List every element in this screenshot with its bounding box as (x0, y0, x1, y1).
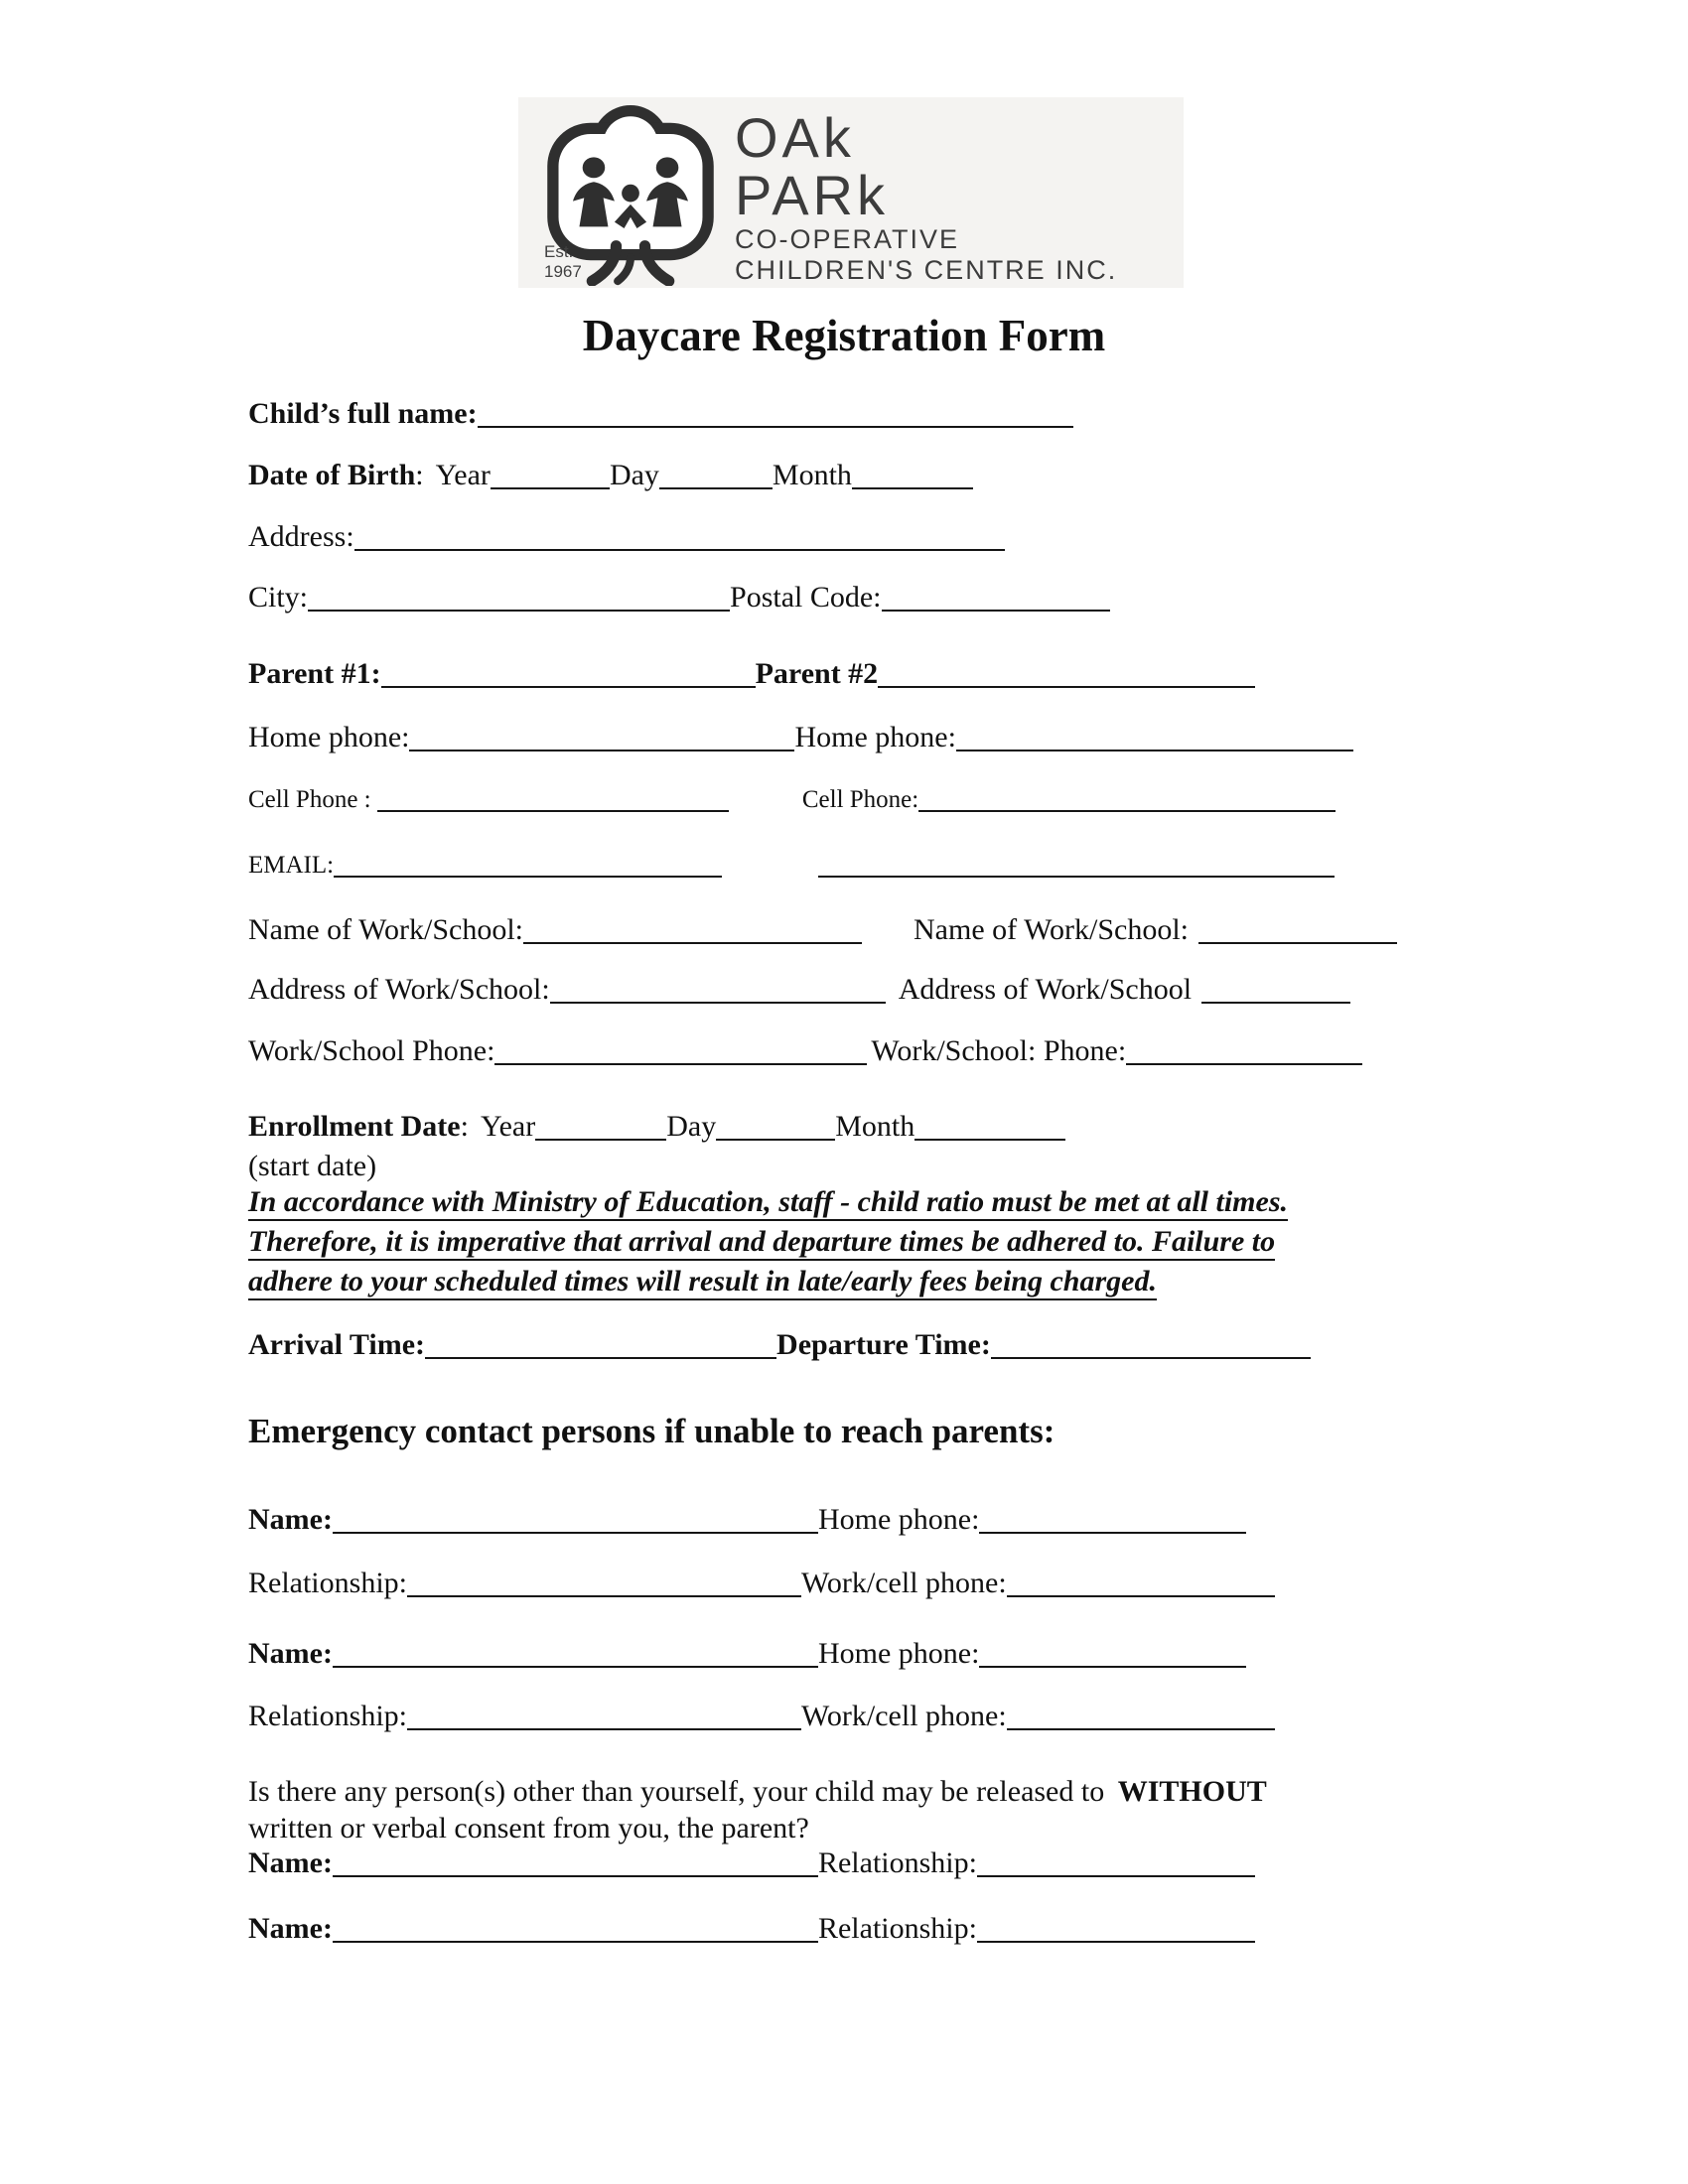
child-name-label: Child’s full name: (248, 397, 478, 430)
emergency1-workcell-blank (1007, 1591, 1275, 1597)
release1-relationship-blank (977, 1871, 1255, 1877)
parent1-blank (381, 682, 756, 688)
emergency1-name-row (248, 1503, 1246, 1537)
parent2-cell-phone-label: Cell Phone: (801, 786, 919, 813)
emergency2-name-row (248, 1637, 1246, 1671)
work-name-row (248, 913, 1397, 947)
child-name-row (248, 397, 1073, 431)
parent1-cell-phone-blank (377, 806, 729, 812)
postal-code-blank (882, 606, 1110, 612)
dob-month-label: Month (772, 459, 852, 491)
work-address-row (248, 973, 1350, 1007)
parent1-work-address-label: Address of Work/School: (248, 973, 550, 1006)
emergency1-name-label: Name: (248, 1503, 333, 1536)
emergency-contacts-heading: Emergency contact persons if unable to reach parents: (248, 1412, 1055, 1450)
emergency1-home-phone-blank (979, 1528, 1246, 1534)
logo-est-year: 1967 (544, 262, 582, 281)
city-row (248, 581, 1110, 614)
arrival-time-label: Arrival Time: (248, 1328, 426, 1361)
dob-label: Date of Birth (248, 459, 416, 491)
parent1-work-address-blank (550, 998, 886, 1004)
parent1-label: Parent #1: (248, 657, 381, 690)
emergency2-home-phone-blank (979, 1662, 1246, 1668)
parent1-work-phone-label: Work/School Phone: (248, 1034, 495, 1067)
parent2-home-phone-label: Home phone: (794, 721, 956, 753)
emergency2-home-phone-label: Home phone: (817, 1637, 980, 1670)
release-question (248, 1773, 1267, 1846)
release1-relationship-label: Relationship: (817, 1846, 977, 1879)
logo-name-line4: CHILDREN'S CENTRE INC. (735, 255, 1118, 285)
parent1-home-phone-label: Home phone: (248, 721, 410, 753)
emergency2-relationship-label: Relationship: (248, 1700, 407, 1732)
parent1-home-phone-blank (409, 746, 794, 751)
enrollment-day-blank (716, 1135, 835, 1141)
release2-relationship-label: Relationship: (817, 1912, 977, 1945)
arrival-time-blank (425, 1353, 776, 1359)
parent-names-row (248, 657, 1255, 691)
email-label: EMAIL: (248, 852, 335, 879)
departure-time-blank (991, 1353, 1311, 1359)
emergency1-relationship-blank (407, 1591, 801, 1597)
parent1-work-name-label: Name of Work/School: (248, 913, 523, 946)
parent2-work-name-blank (1198, 938, 1397, 944)
logo-wordmark (735, 106, 1118, 286)
times-row (248, 1328, 1311, 1362)
emergency1-name-blank (333, 1528, 818, 1534)
parent2-work-phone-label: Work/School: Phone: (871, 1034, 1127, 1067)
enrollment-date-row (248, 1110, 1065, 1144)
enrollment-day-label: Day (666, 1110, 717, 1143)
release2-row (248, 1912, 1255, 1946)
dob-row (248, 459, 973, 492)
logo-est-label: Est. (544, 242, 574, 261)
postal-code-label: Postal Code: (730, 581, 882, 614)
ratio-notice (248, 1185, 1288, 1304)
enrollment-year-blank (535, 1135, 666, 1141)
enrollment-date-label: Enrollment Date (248, 1110, 461, 1143)
logo-name-line1: OAk (735, 106, 855, 169)
emergency1-relationship-label: Relationship: (248, 1567, 407, 1599)
parent2-label: Parent #2 (755, 657, 879, 690)
logo-name-line3: CO-OPERATIVE (735, 224, 960, 254)
release2-name-blank (333, 1937, 818, 1943)
release2-relationship-blank (977, 1937, 1255, 1943)
departure-time-label: Departure Time: (776, 1328, 991, 1361)
home-phone-row (248, 721, 1353, 754)
parent2-blank (878, 682, 1255, 688)
release2-name-label: Name: (248, 1912, 333, 1945)
emergency1-relationship-row (248, 1567, 1275, 1600)
emergency1-workcell-label: Work/cell phone: (801, 1567, 1007, 1599)
child-name-blank (478, 422, 1073, 428)
dob-year-blank (491, 483, 610, 489)
city-label: City: (248, 581, 309, 614)
release1-row (248, 1846, 1255, 1880)
dob-year-label: Year (435, 459, 491, 491)
parent1-work-phone-blank (494, 1059, 867, 1065)
logo-established (544, 242, 582, 282)
address-blank (354, 545, 1005, 551)
ratio-notice-line3: adhere to your scheduled times will result in late/early fees being charged. (248, 1265, 1157, 1300)
dob-month-blank (852, 483, 973, 489)
parent2-work-phone-blank (1126, 1059, 1362, 1065)
dob-day-blank (659, 483, 773, 489)
emergency2-name-label: Name: (248, 1637, 333, 1670)
enrollment-month-label: Month (835, 1110, 915, 1143)
emergency2-workcell-label: Work/cell phone: (801, 1700, 1007, 1732)
address-label: Address: (248, 520, 354, 553)
emergency2-workcell-blank (1007, 1724, 1275, 1730)
enrollment-colon: : (460, 1110, 469, 1143)
city-blank (308, 606, 730, 612)
parent2-cell-phone-blank (918, 806, 1336, 812)
parent2-work-address-label: Address of Work/School (898, 973, 1193, 1006)
emergency1-home-phone-label: Home phone: (817, 1503, 980, 1536)
page-title: Daycare Registration Form (582, 311, 1106, 360)
enrollment-month-blank (914, 1135, 1065, 1141)
release-question-text: Is there any person(s) other than yourself, your child may be released to (248, 1775, 1112, 1808)
parent2-home-phone-blank (956, 746, 1353, 751)
work-phone-row (248, 1034, 1362, 1068)
emergency2-name-blank (333, 1662, 818, 1668)
email-row (248, 852, 1335, 880)
start-date-note-row (248, 1150, 376, 1183)
ratio-notice-line2: Therefore, it is imperative that arrival and departure times be adhered to. Failure to (248, 1225, 1275, 1261)
parent1-cell-phone-label: Cell Phone : (248, 786, 371, 813)
dob-colon: : (415, 459, 424, 491)
logo-scan-area (518, 97, 1184, 288)
release1-name-blank (333, 1871, 818, 1877)
parent1-email-blank (334, 872, 722, 878)
release1-name-label: Name: (248, 1846, 333, 1879)
parent2-work-address-blank (1201, 998, 1350, 1004)
release-question-text2: written or verbal consent from you, the parent? (248, 1812, 809, 1844)
dob-day-label: Day (609, 459, 659, 491)
parent2-work-name-label: Name of Work/School: (914, 913, 1189, 946)
logo-name-line2: PARk (735, 164, 889, 226)
parent1-work-name-blank (523, 938, 862, 944)
address-row (248, 520, 1005, 554)
enrollment-year-label: Year (480, 1110, 536, 1143)
emergency2-relationship-row (248, 1700, 1275, 1733)
ratio-notice-line1: In accordance with Ministry of Education, staff - child ratio must be met at all times. (248, 1185, 1288, 1221)
parent2-email-blank (818, 872, 1335, 878)
release-question-bold: WITHOUT (1117, 1775, 1267, 1808)
cell-phone-row (248, 786, 1336, 814)
emergency2-relationship-blank (407, 1724, 801, 1730)
start-date-note: (start date) (248, 1150, 377, 1182)
